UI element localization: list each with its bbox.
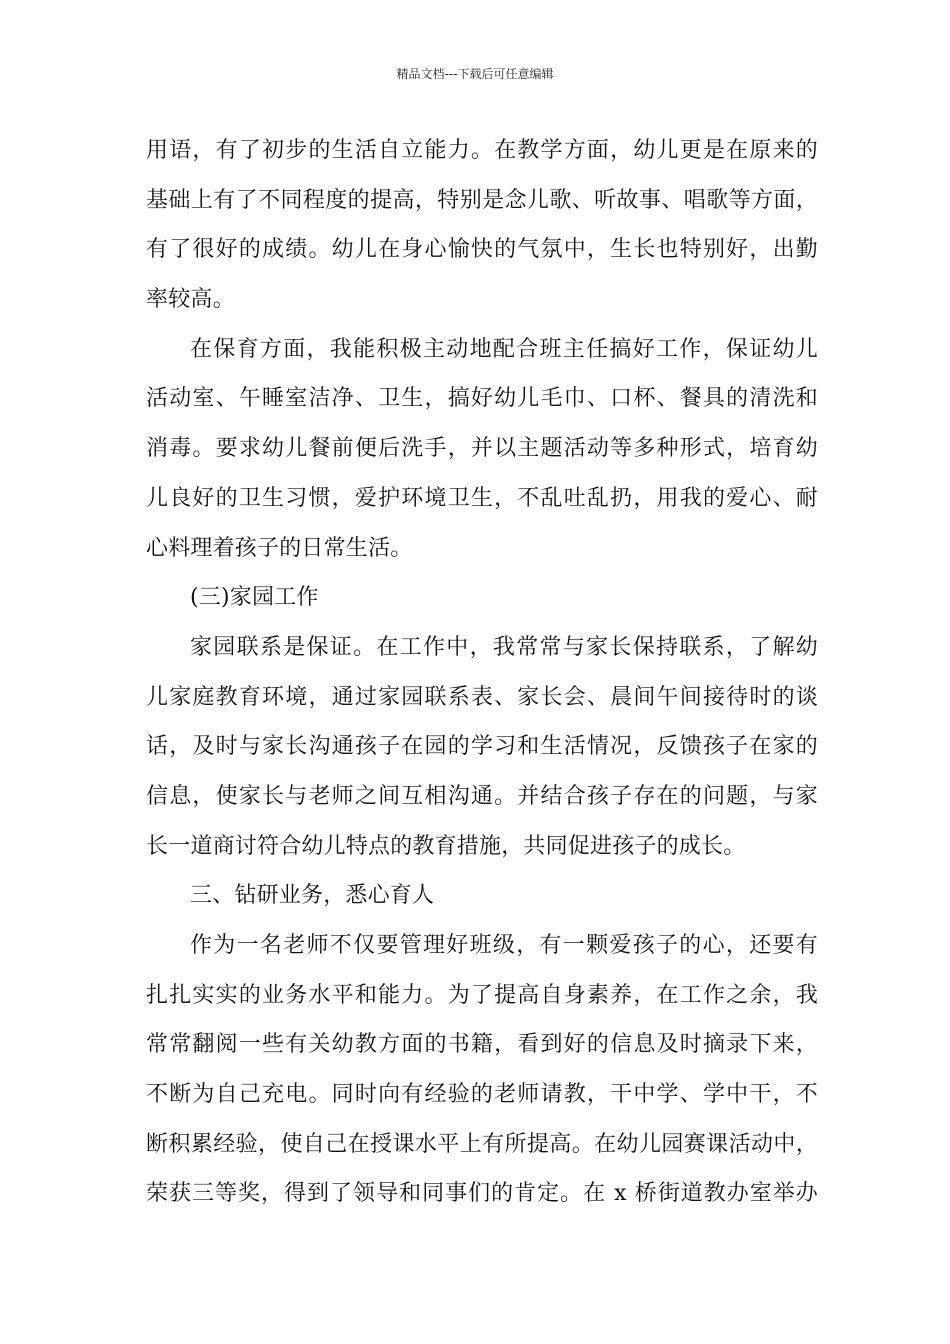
text-line: 断积累经验，使自己在授课水平上有所提高。在幼儿园赛课活动中， [146, 1131, 818, 1157]
text-line: 在保育方面，我能积极主动地配合班主任搞好工作，保证幼儿 [190, 336, 818, 362]
text-line: (三)家园工作 [190, 585, 319, 611]
text-line: 消毒。要求幼儿餐前便后洗手，并以主题活动等多种形式，培育幼 [146, 436, 818, 462]
text-line: 儿家庭教育环境，通过家园联系表、家长会、晨间午间接待时的谈 [146, 684, 818, 710]
page-header: 精品文档---下载后可任意编辑 [396, 67, 554, 81]
text-line: 常常翻阅一些有关幼教方面的书籍，看到好的信息及时摘录下来， [146, 1032, 818, 1058]
text-line: 家园联系是保证。在工作中，我常常与家长保持联系，了解幼 [190, 634, 818, 660]
document-body [146, 126, 818, 1219]
text-line: 用语，有了初步的生活自立能力。在教学方面，幼儿更是在原来的 [146, 138, 818, 163]
text-line: 话，及时与家长沟通孩子在园的学习和生活情况，反馈孩子在家的 [146, 734, 818, 760]
text-line: 儿良好的卫生习惯，爱护环境卫生，不乱吐乱扔，用我的爱心、耐 [146, 485, 818, 511]
text-line: 基础上有了不同程度的提高，特别是念儿歌、听故事、唱歌等方面， [146, 187, 818, 213]
text-line: 扎扎实实的业务水平和能力。为了提高自身素养，在工作之余，我 [146, 982, 818, 1008]
text-line: 率较高。 [146, 287, 235, 313]
text-line: 有了很好的成绩。幼儿在身心愉快的气氛中，生长也特别好，出勤 [146, 237, 818, 263]
text-line: 三、钻研业务，悉心育人 [190, 883, 435, 909]
text-line: 长一道商讨符合幼儿特点的教育措施，共同促进孩子的成长。 [146, 833, 746, 859]
text-line: 信息，使家长与老师之间互相沟通。并结合孩子存在的问题，与家 [146, 783, 818, 809]
text-line: 活动室、午睡室洁净、卫生，搞好幼儿毛巾、口杯、餐具的清洗和 [146, 386, 818, 412]
text-line: 荣获三等奖，得到了领导和同事们的肯定。在 x 桥街道教办室举办 [146, 1181, 818, 1207]
text-line: 心料理着孩子的日常生活。 [146, 535, 413, 561]
text-line: 作为一名老师不仅要管理好班级，有一颗爱孩子的心，还要有 [190, 933, 818, 958]
text-line: 不断为自己充电。同时向有经验的老师请教，干中学、学中干，不 [146, 1082, 818, 1108]
